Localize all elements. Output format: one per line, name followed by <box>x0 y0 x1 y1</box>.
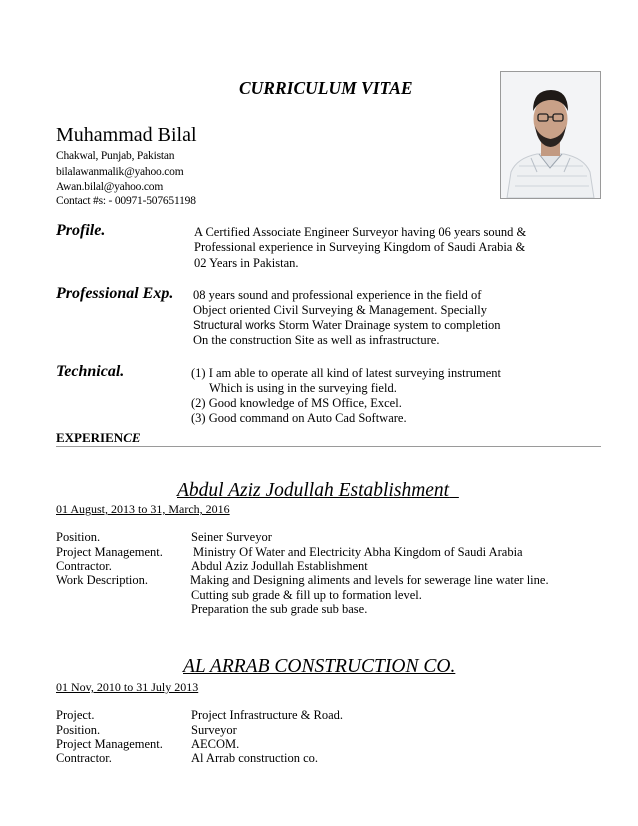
technical-heading: Technical. <box>56 363 125 380</box>
job-1-row-value: Seiner Surveyor <box>191 530 272 544</box>
job-2-dates: 01 Nov, 2010 to 31 July 2013 <box>56 680 199 694</box>
technical-line-1: (1) I am able to operate all kind of latest surveying instrument <box>191 366 501 380</box>
job-2-row-value: Project Infrastructure & Road. <box>191 708 344 722</box>
job-2-row-value: Al Arrab construction co. <box>191 751 319 765</box>
contact-number: Contact #s: - 00971-507651198 <box>56 195 196 207</box>
job-2-row-label: Project Management. <box>56 737 163 751</box>
professional-line-3 <box>193 318 501 333</box>
technical-line-4: (3) Good command on Auto Cad Software. <box>191 411 407 425</box>
technical-line-3: (2) Good knowledge of MS Office, Excel. <box>191 396 402 410</box>
document-title: CURRICULUM VITAE <box>239 78 413 98</box>
section-divider <box>56 446 601 447</box>
profile-line-2: Professional experience in Surveying Kingdom of Saudi Arabia & <box>194 240 526 254</box>
experience-heading <box>56 430 141 446</box>
job-1-row-label: Contractor. <box>56 559 112 573</box>
job-1-row-value: Ministry Of Water and Electricity Abha Kingdom of Saudi Arabia <box>193 545 523 559</box>
job-2-row-label: Contractor. <box>56 751 112 765</box>
professional-line-3-part-2: Storm Water Drainage system to completion <box>278 318 501 332</box>
technical-line-2: Which is using in the surveying field. <box>209 381 397 395</box>
professional-line-1: 08 years sound and professional experience in the field of <box>193 288 482 302</box>
job-1-row-value: Making and Designing aliments and levels for sewerage line water line. <box>190 573 549 587</box>
profile-line-1: A Certified Associate Engineer Surveyor having 06 years sound & <box>194 225 527 239</box>
job-1-dates: 01 August, 2013 to 31, March, 2016 <box>56 502 230 516</box>
profile-heading: Profile. <box>56 222 106 239</box>
experience-heading-tail: CE <box>123 430 141 445</box>
professional-heading: Professional Exp. <box>56 285 174 302</box>
email-primary: bilalawanmalik@yahoo.com <box>56 166 184 178</box>
job-1-extra-line: Preparation the sub grade sub base. <box>191 602 368 616</box>
job-1-row-value: Abdul Aziz Jodullah Establishment <box>191 559 368 573</box>
job-2-row-value: AECOM. <box>191 737 240 751</box>
job-2-row-value: Surveyor <box>191 723 237 737</box>
person-photo-icon <box>501 72 600 198</box>
professional-line-3-part-1: Structural works <box>193 320 276 332</box>
job-1-company-name: Abdul Aziz Jodullah Establishment <box>177 480 450 501</box>
job-1-extra-line: Cutting sub grade & fill up to formation level. <box>191 588 422 602</box>
address: Chakwal, Punjab, Pakistan <box>56 150 175 162</box>
email-secondary: Awan.bilal@yahoo.com <box>56 181 164 193</box>
job-2-row-label: Project. <box>56 708 95 722</box>
job-1-row-label: Position. <box>56 530 101 544</box>
experience-heading-main: EXPERIEN <box>56 430 124 445</box>
profile-line-3: 02 Years in Pakistan. <box>194 256 299 270</box>
candidate-name: Muhammad Bilal <box>56 124 197 146</box>
professional-line-2: Object oriented Civil Surveying & Management. Specially <box>193 303 488 317</box>
job-2-row-label: Position. <box>56 723 101 737</box>
job-1-row-label: Work Description. <box>56 573 149 587</box>
professional-line-4: On the construction Site as well as infrastructure. <box>193 333 440 347</box>
job-1-company <box>177 480 459 502</box>
profile-photo <box>500 71 601 199</box>
job-2-company: AL ARRAB CONSTRUCTION CO. <box>183 656 456 677</box>
job-1-row-label: Project Management. <box>56 545 163 559</box>
